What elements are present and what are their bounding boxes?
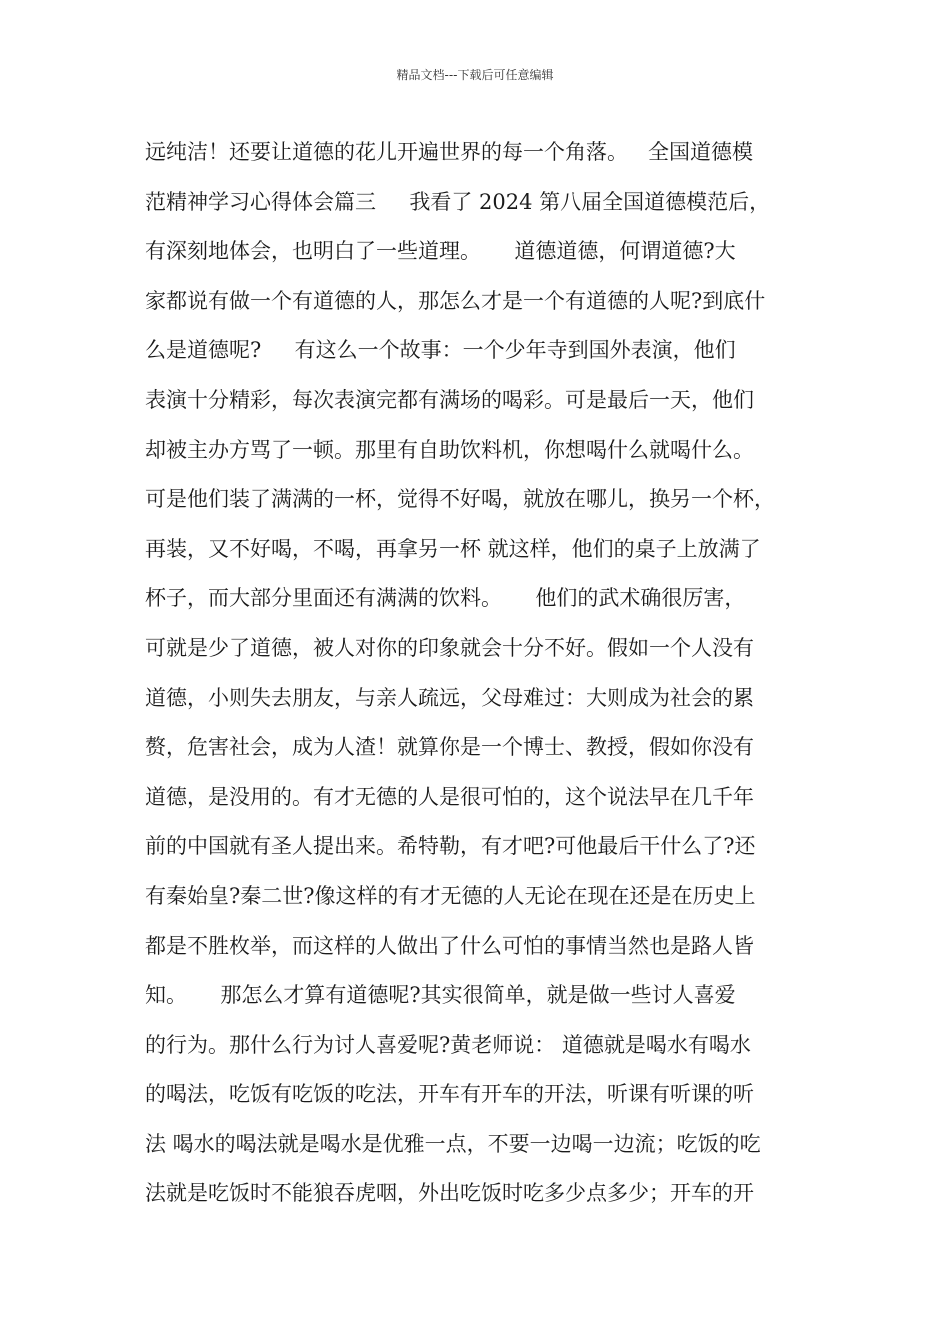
text-line: 都是不胜枚举，而这样的人做出了什么可怕的事情当然也是路人皆 bbox=[145, 933, 754, 958]
text-line: 再装，又不好喝，不喝，再拿另一杯 就这样，他们的桌子上放满了 bbox=[145, 536, 761, 561]
text-line: 却被主办方骂了一顿。那里有自助饮料机，你想喝什么就喝什么。 bbox=[145, 437, 754, 462]
text-line: 知。 那怎么才算有道德呢?其实很简单，就是做一些讨人喜爱 bbox=[145, 983, 736, 1008]
text-line: 家都说有做一个有道德的人，那怎么才是一个有道德的人呢?到底什 bbox=[145, 288, 766, 313]
page-header: 精品文档---下载后可任意编辑 bbox=[396, 68, 554, 82]
text-line: 道德，小则失去朋友，与亲人疏远，父母难过：大则成为社会的累 bbox=[145, 685, 754, 710]
text-line: 赘，危害社会，成为人渣！就算你是一个博士、教授，假如你没有 bbox=[145, 735, 754, 760]
text-line: 道德，是没用的。有才无德的人是很可怕的，这个说法早在几千年 bbox=[145, 784, 754, 809]
text-line: 范精神学习心得体会篇三 我看了 2024 第八届全国道德模范后， bbox=[145, 189, 771, 214]
text-line: 法就是吃饭时不能狼吞虎咽，外出吃饭时吃多少点多少；开车的开 bbox=[145, 1181, 754, 1206]
text-line: 可就是少了道德，被人对你的印象就会十分不好。假如一个人没有 bbox=[145, 635, 754, 660]
text-line: 杯子，而大部分里面还有满满的饮料。 他们的武术确很厉害， bbox=[145, 586, 746, 611]
text-line: 的行为。那什么行为讨人喜爱呢?黄老师说： 道德就是喝水有喝水 bbox=[145, 1032, 751, 1057]
text-line: 么是道德呢? 有这么一个故事：一个少年寺到国外表演，他们 bbox=[145, 338, 736, 363]
text-line: 有深刻地体会，也明白了一些道理。 道德道德，何谓道德?大 bbox=[145, 239, 736, 264]
text-line: 表演十分精彩，每次表演完都有满场的喝彩。可是最后一天，他们 bbox=[145, 387, 754, 412]
text-line: 可是他们装了满满的一杯，觉得不好喝，就放在哪儿，换另一个杯， bbox=[145, 487, 775, 512]
document-body bbox=[145, 132, 825, 1223]
text-line: 的喝法，吃饭有吃饭的吃法，开车有开车的开法，听课有听课的听 bbox=[145, 1082, 754, 1107]
text-line: 远纯洁！还要让道德的花儿开遍世界的每一个角落。 全国道德模 bbox=[145, 140, 754, 164]
text-line: 前的中国就有圣人提出来。希特勒，有才吧?可他最后干什么了?还 bbox=[145, 834, 756, 859]
text-line: 法 喝水的喝法就是喝水是优雅一点，不要一边喝一边流；吃饭的吃 bbox=[145, 1131, 761, 1156]
text-line: 有秦始皇?秦二世?像这样的有才无德的人无论在现在还是在历史上 bbox=[145, 883, 756, 908]
